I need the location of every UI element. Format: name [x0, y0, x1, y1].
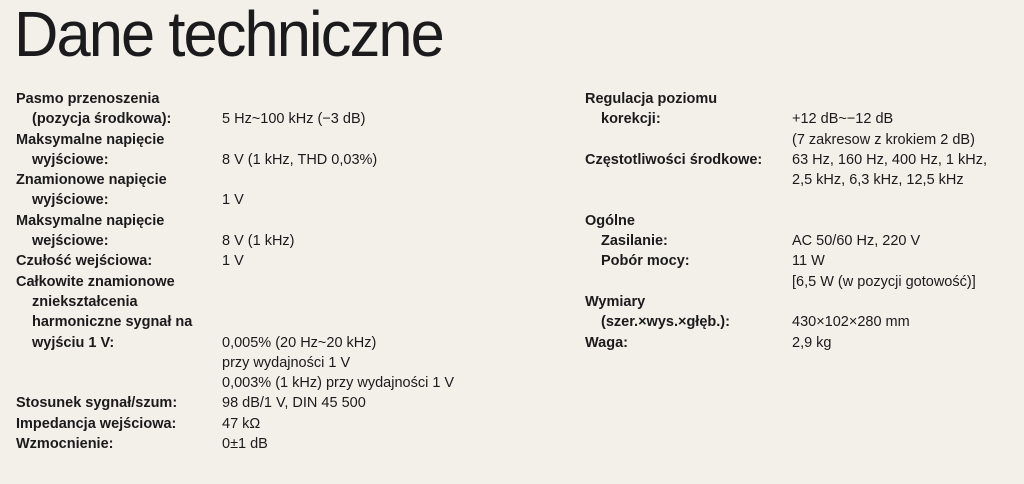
- spec-value: 0,005% (20 Hz~20 kHz): [222, 334, 377, 351]
- spec-value: 0±1 dB: [222, 436, 268, 453]
- spec-value: 47 kΩ: [222, 415, 261, 432]
- specs-right-column: [585, 89, 1015, 353]
- spec-row-gain: [16, 434, 516, 454]
- spec-value: 2,9 kg: [792, 334, 832, 351]
- spec-value: przy wydajności 1 V: [222, 354, 351, 371]
- spec-value: 1 V: [222, 253, 244, 270]
- spec-label: Całkowite znamionowe: [16, 273, 175, 290]
- spec-row-impedance: [16, 414, 516, 434]
- spec-row-max-output-cont: [16, 150, 516, 170]
- spec-label: Znamionowe napięcie: [16, 172, 167, 189]
- spec-value: 430×102×280 mm: [792, 314, 910, 331]
- spec-label: harmoniczne sygnał na: [32, 314, 193, 331]
- spec-value: 8 V (1 kHz): [222, 233, 295, 250]
- spec-row-eq-level-cont: [585, 109, 1015, 129]
- section-heading-general: [585, 211, 1015, 231]
- spec-label: Maksymalne napięcie: [16, 131, 165, 148]
- spec-value: 98 dB/1 V, DIN 45 500: [222, 395, 366, 412]
- spec-label-empty: [585, 130, 792, 150]
- section-gap: [585, 190, 1015, 210]
- spec-row-thd-cont: [16, 373, 516, 393]
- spec-label: Maksymalne napięcie: [16, 212, 165, 229]
- spec-value: 8 V (1 kHz, THD 0,03%): [222, 151, 378, 168]
- spec-label: wyjściowe:: [32, 192, 109, 209]
- spec-value: (7 zakresow z krokiem 2 dB): [792, 131, 975, 148]
- spec-label: Częstotliwości środkowe:: [585, 151, 763, 168]
- spec-row-thd-cont: [16, 312, 516, 332]
- spec-label: Czułość wejściowa:: [16, 253, 153, 270]
- section-heading: Ogólne: [585, 212, 635, 229]
- spec-label: Stosunek sygnał/szum:: [16, 395, 178, 412]
- spec-row-rated-output: [16, 170, 516, 190]
- spec-row-rated-output-cont: [16, 190, 516, 210]
- spec-label: Pasmo przenoszenia: [16, 91, 160, 107]
- spec-label-empty: [585, 272, 792, 292]
- spec-row-max-input-cont: [16, 231, 516, 251]
- spec-row-frequency-range-cont: [16, 109, 516, 129]
- spec-value: 5 Hz~100 kHz (−3 dB): [222, 111, 366, 128]
- spec-label-empty: [16, 353, 222, 373]
- spec-row-center-freq-cont: [585, 170, 1015, 190]
- spec-row-sensitivity: [16, 251, 516, 271]
- spec-label-empty: [585, 170, 792, 190]
- spec-label: wyjściu 1 V:: [32, 334, 115, 351]
- spec-label: Waga:: [585, 334, 628, 351]
- spec-label-empty: [16, 373, 222, 393]
- page-title: Dane techniczne: [14, 0, 443, 70]
- spec-row-dimensions: [585, 292, 1015, 312]
- spec-row-power-consumption-cont: [585, 272, 1015, 292]
- spec-label: Regulacja poziomu: [585, 91, 718, 107]
- spec-row-frequency-range: [16, 89, 516, 109]
- spec-value: [6,5 W (w pozycji gotowość)]: [792, 273, 976, 290]
- spec-row-thd-cont: [16, 333, 516, 353]
- spec-row-thd: [16, 272, 516, 292]
- spec-label: Wymiary: [585, 293, 646, 310]
- spec-value: 63 Hz, 160 Hz, 400 Hz, 1 kHz,: [792, 151, 988, 168]
- spec-label: Impedancja wejściowa:: [16, 415, 177, 432]
- spec-label: Zasilanie:: [601, 233, 668, 250]
- spec-value: +12 dB~−12 dB: [792, 111, 894, 128]
- spec-value: 1 V: [222, 192, 244, 209]
- spec-label: (pozycja środkowa):: [32, 111, 172, 128]
- spec-value: 2,5 kHz, 6,3 kHz, 12,5 kHz: [792, 172, 964, 189]
- spec-row-max-input: [16, 211, 516, 231]
- spec-row-power-supply: [585, 231, 1015, 251]
- spec-row-eq-level-cont: [585, 130, 1015, 150]
- spec-label: korekcji:: [601, 111, 661, 128]
- spec-value: 0,003% (1 kHz) przy wydajności 1 V: [222, 375, 455, 392]
- spec-value: 11 W: [792, 253, 825, 270]
- spec-row-dimensions-cont: [585, 312, 1015, 332]
- spec-value: AC 50/60 Hz, 220 V: [792, 233, 921, 250]
- spec-row-weight: [585, 333, 1015, 353]
- spec-label: wejściowe:: [32, 233, 109, 250]
- specs-left-column: [16, 89, 516, 454]
- spec-row-center-freq: [585, 150, 1015, 170]
- spec-row-eq-level: [585, 89, 1015, 109]
- spec-label: Wzmocnienie:: [16, 436, 114, 453]
- spec-row-thd-cont: [16, 353, 516, 373]
- spec-label: Pobór mocy:: [601, 253, 690, 270]
- spec-row-thd-cont: [16, 292, 516, 312]
- spec-label: zniekształcenia: [32, 293, 138, 310]
- spec-row-max-output: [16, 130, 516, 150]
- spec-label: wyjściowe:: [32, 151, 109, 168]
- spec-row-power-consumption: [585, 251, 1015, 271]
- spec-label: (szer.×wys.×głęb.):: [601, 314, 730, 331]
- spec-row-snr: [16, 393, 516, 413]
